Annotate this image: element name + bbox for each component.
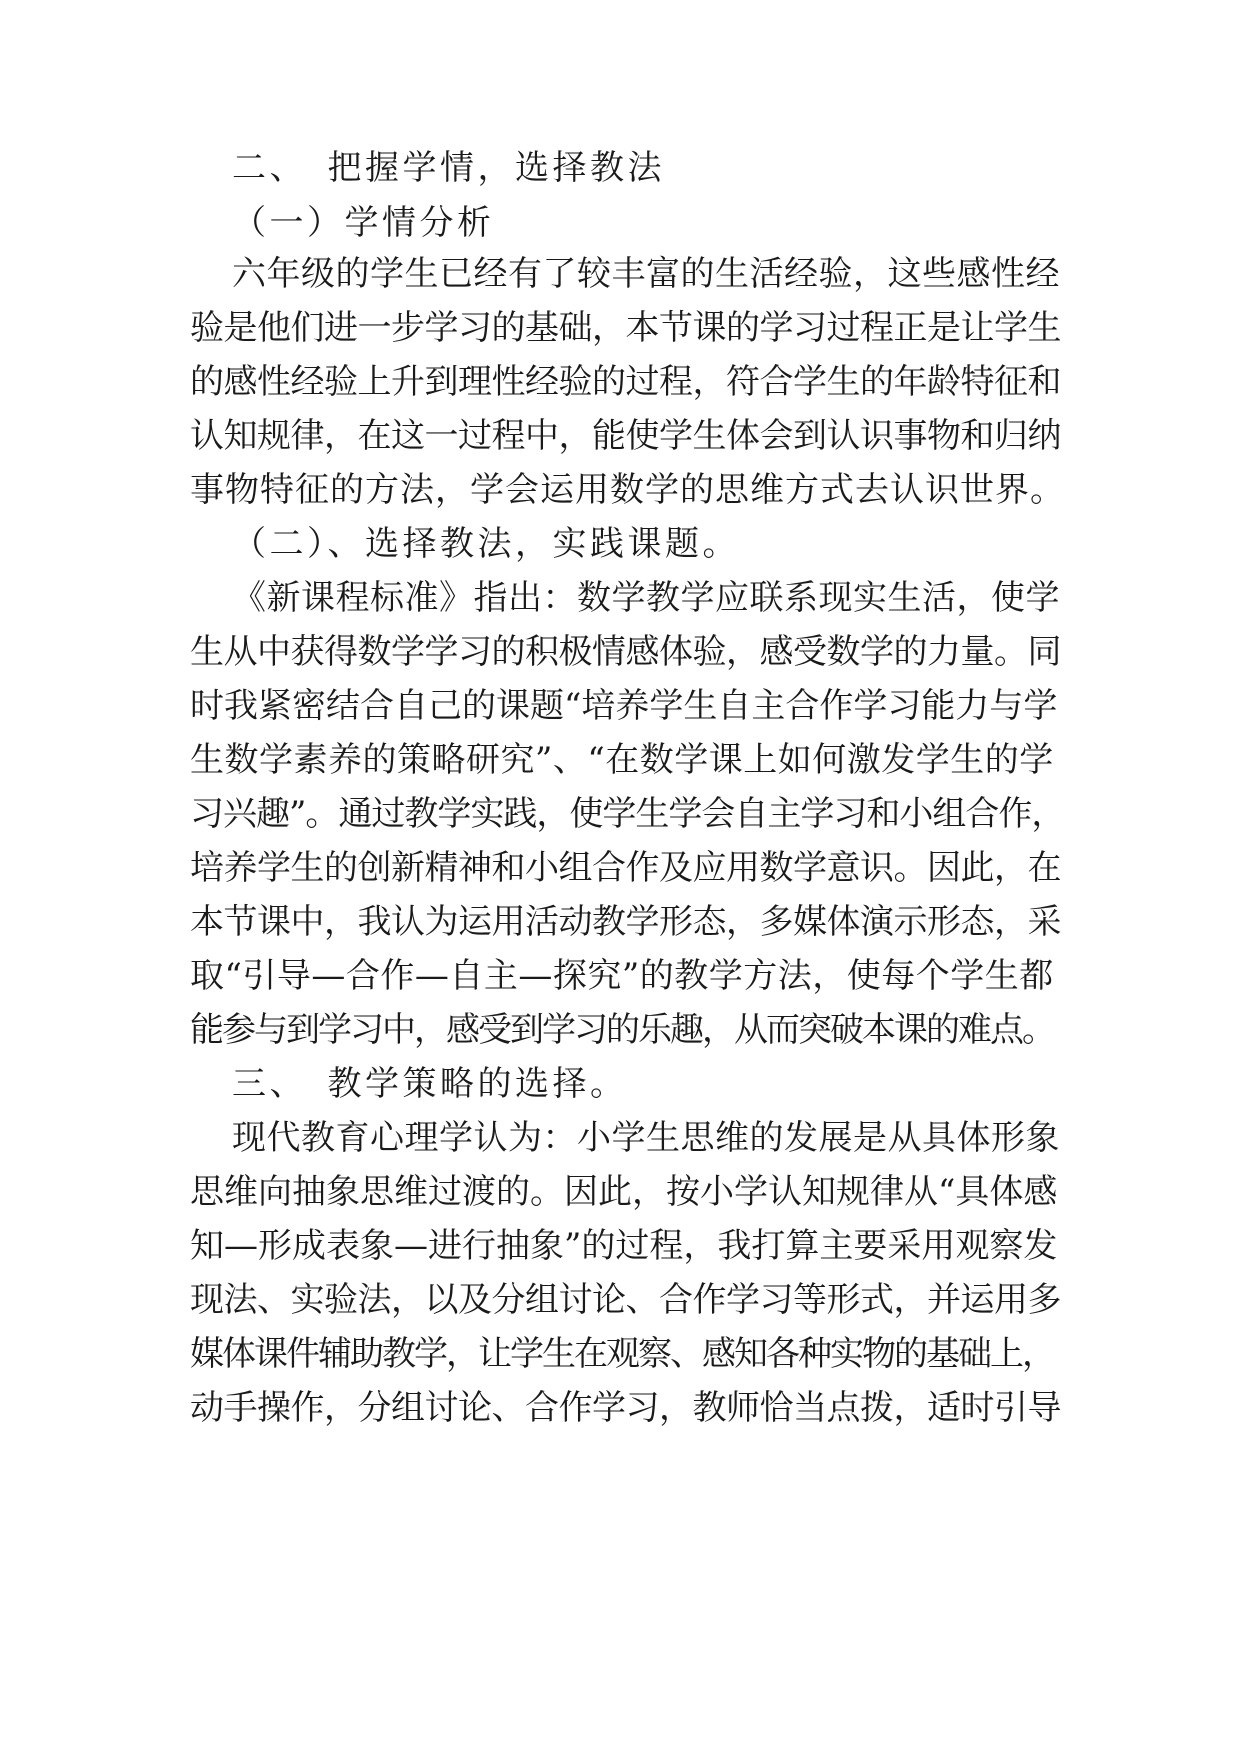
paragraph-line: 认知规律，在这一过程中，能使学生体会到认识事物和归纳 [190, 416, 1061, 456]
section-heading-2: 二、 把握学情，选择教法 [232, 148, 665, 188]
paragraph-line: 现法、实验法，以及分组讨论、合作学习等形式，并运用多 [190, 1280, 1061, 1320]
paragraph-line: 取“引导—合作—自主—探究”的教学方法，使每个学生都 [190, 956, 1054, 996]
paragraph-line: 的感性经验上升到理性经验的过程，符合学生的年龄特征和 [190, 362, 1061, 402]
paragraph-line: 验是他们进一步学习的基础，本节课的学习过程正是让学生 [190, 308, 1061, 348]
paragraph-line: 六年级的学生已经有了较丰富的生活经验，这些感性经 [232, 254, 1060, 294]
subsection-heading-2: （二）、选择教法，实践课题。 [232, 524, 740, 564]
paragraph-line: 生从中获得数学学习的积极情感体验，感受数学的力量。同 [190, 632, 1061, 672]
section-heading-3: 三、 教学策略的选择。 [232, 1064, 628, 1104]
paragraph-line: 动手操作，分组讨论、合作学习，教师恰当点拨，适时引导 [190, 1388, 1061, 1428]
paragraph-line: 媒体课件辅助教学，让学生在观察、感知各种实物的基础上， [190, 1334, 1054, 1374]
paragraph-line: 本节课中，我认为运用活动教学形态，多媒体演示形态，采 [190, 902, 1061, 942]
paragraph-line: 现代教育心理学认为：小学生思维的发展是从具体形象 [232, 1118, 1060, 1158]
subsection-heading-1: （一）学情分析 [232, 203, 495, 243]
paragraph-line: 思维向抽象思维过渡的。因此，按小学认知规律从“具体感 [190, 1172, 1058, 1212]
paragraph-line: 生数学素养的策略研究”、“在数学课上如何激发学生的学 [190, 740, 1054, 780]
paragraph-line: 事物特征的方法，学会运用数学的思维方式去认识世界。 [190, 470, 1065, 510]
paragraph-line: 培养学生的创新精神和小组合作及应用数学意识。因此，在 [190, 848, 1061, 888]
paragraph-line: 能参与到学习中，感受到学习的乐趣，从而突破本课的难点。 [190, 1010, 1054, 1050]
paragraph-line: 时我紧密结合自己的课题“培养学生自主合作学习能力与学 [190, 686, 1058, 726]
paragraph-line: 知—形成表象—进行抽象”的过程，我打算主要采用观察发 [190, 1226, 1058, 1266]
paragraph-line: 习兴趣”。通过教学实践，使学生学会自主学习和小组合作， [190, 794, 1065, 834]
paragraph-line: 《新课程标准》指出：数学教学应联系现实生活，使学 [232, 578, 1060, 618]
